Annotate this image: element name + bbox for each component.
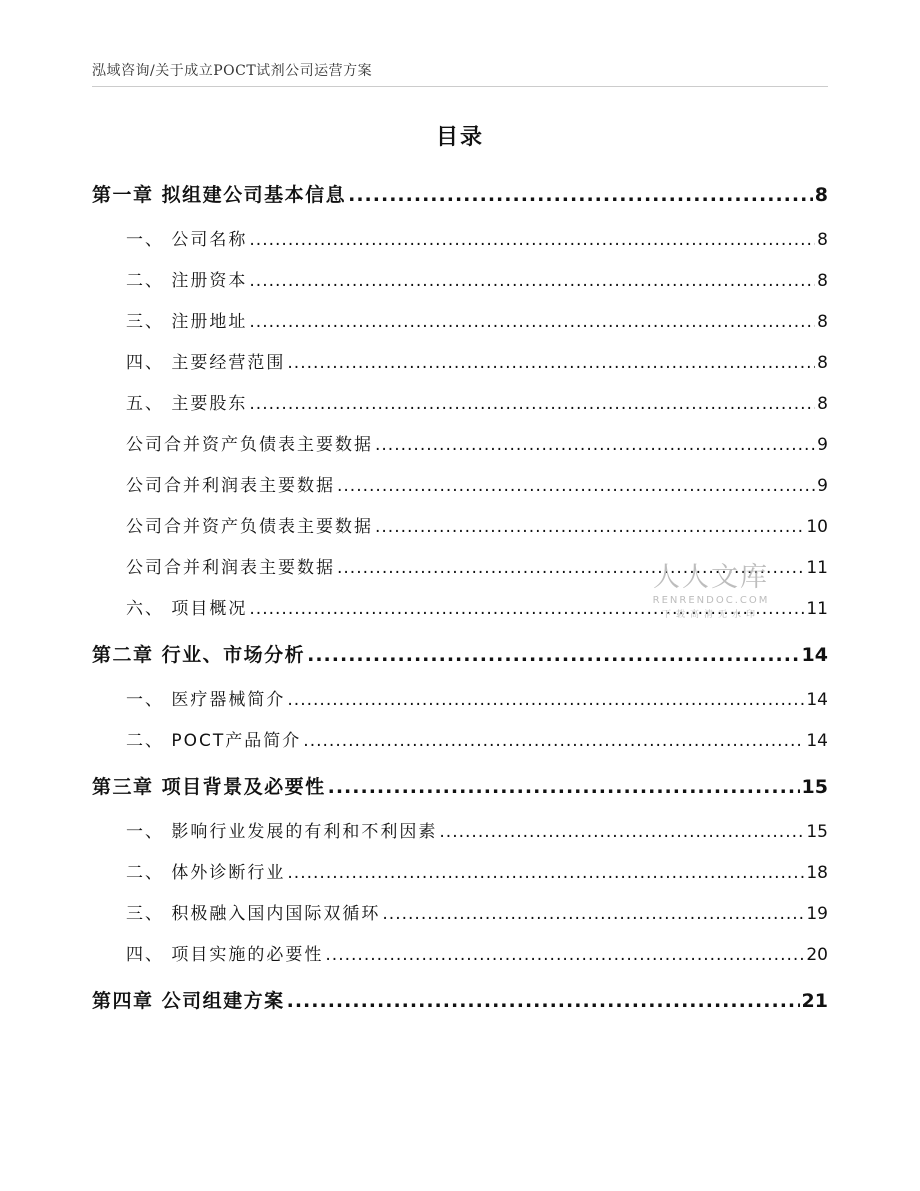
toc-dot-leader (287, 343, 815, 384)
toc-chapter-entry[interactable] (92, 170, 828, 220)
toc-section-entry[interactable] (92, 812, 828, 853)
toc-entry-label: 一、 公司名称 (126, 230, 248, 250)
toc-section-entry[interactable] (92, 302, 828, 343)
toc-entry-label: 二、 体外诊断行业 (126, 863, 286, 883)
toc-section-entry[interactable] (92, 721, 828, 762)
toc-dot-leader (375, 507, 804, 548)
toc-entry-label: 第四章 公司组建方案 (92, 990, 285, 1012)
toc-dot-leader (249, 589, 804, 630)
toc-entry-label: 二、 注册资本 (126, 271, 248, 291)
toc-dot-leader (337, 466, 815, 507)
toc-page-number: 20 (806, 945, 828, 965)
toc-dot-leader (325, 935, 804, 976)
toc-entry-label: 第三章 项目背景及必要性 (92, 776, 326, 798)
toc-page-number: 9 (817, 435, 828, 455)
toc-page-number: 8 (817, 353, 828, 373)
toc-entry-label: 公司合并利润表主要数据 (126, 476, 335, 496)
toc-dot-leader (287, 680, 804, 721)
toc-entry-label: 公司合并利润表主要数据 (126, 558, 335, 578)
toc-section-entry[interactable] (92, 507, 828, 548)
toc-entry-label: 二、 POCT产品简介 (126, 731, 302, 751)
toc-entry-label: 一、 影响行业发展的有利和不利因素 (126, 822, 438, 842)
toc-entry-label: 四、 项目实施的必要性 (126, 945, 324, 965)
toc-dot-leader (287, 853, 804, 894)
toc-chapter-entry[interactable] (92, 976, 828, 1026)
toc-section-entry[interactable] (92, 220, 828, 261)
toc-title: 目录 (435, 125, 484, 150)
toc-page-number: 8 (817, 230, 828, 250)
toc-dot-leader (382, 894, 804, 935)
toc-page-number: 15 (806, 822, 828, 842)
toc-dot-leader (303, 721, 804, 762)
toc-dot-leader (375, 425, 815, 466)
toc-page-number: 8 (817, 271, 828, 291)
toc-dot-leader (287, 976, 800, 1026)
toc-section-entry[interactable] (92, 589, 828, 630)
toc-dot-leader (249, 261, 815, 302)
toc-entry-label: 公司合并资产负债表主要数据 (126, 435, 373, 455)
toc-dot-leader (249, 384, 815, 425)
toc-dot-leader (348, 170, 813, 220)
toc-page-number: 15 (801, 776, 828, 798)
toc-dot-leader (249, 220, 815, 261)
toc-section-entry[interactable] (92, 935, 828, 976)
toc-page-number: 14 (806, 731, 828, 751)
toc-entry-label: 一、 医疗器械简介 (126, 690, 286, 710)
toc-page-number: 14 (801, 644, 828, 666)
watermark-logo-text: 人人文库 (653, 562, 769, 593)
toc-entry-label: 第二章 行业、市场分析 (92, 644, 306, 666)
toc-entry-label: 第一章 拟组建公司基本信息 (92, 184, 347, 206)
toc-section-entry[interactable] (92, 894, 828, 935)
toc-page-number: 14 (806, 690, 828, 710)
toc-page-number: 8 (817, 312, 828, 332)
toc-page-number: 8 (817, 394, 828, 414)
toc-section-entry[interactable] (92, 425, 828, 466)
toc-chapter-entry[interactable] (92, 762, 828, 812)
toc-page-number: 11 (806, 558, 828, 578)
toc-dot-leader (439, 812, 804, 853)
toc-page-number: 10 (806, 517, 828, 537)
watermark-url: RENRENDOC.COM (652, 595, 770, 606)
toc-section-entry[interactable] (92, 548, 828, 589)
header-divider (92, 86, 828, 87)
toc-section-entry[interactable] (92, 680, 828, 721)
toc-entry-label: 三、 积极融入国内国际双循环 (126, 904, 381, 924)
watermark-tagline: 下载高清无水印 (661, 610, 760, 620)
toc-section-entry[interactable] (92, 466, 828, 507)
toc-page-number: 18 (806, 863, 828, 883)
toc-page-number: 19 (806, 904, 828, 924)
toc-page-number: 11 (806, 599, 828, 619)
toc-dot-leader (307, 630, 799, 680)
toc-page-number: 8 (814, 184, 828, 206)
table-of-contents (92, 170, 828, 1026)
toc-entry-label: 五、 主要股东 (126, 394, 248, 414)
toc-dot-leader (337, 548, 804, 589)
toc-section-entry[interactable] (92, 384, 828, 425)
toc-entry-label: 公司合并资产负债表主要数据 (126, 517, 373, 537)
toc-page-number: 21 (801, 990, 828, 1012)
toc-section-entry[interactable] (92, 853, 828, 894)
toc-entry-label: 三、 注册地址 (126, 312, 248, 332)
toc-dot-leader (249, 302, 815, 343)
toc-entry-label: 四、 主要经营范围 (126, 353, 286, 373)
page-header: 泓域咨询/关于成立POCT试剂公司运营方案 (92, 63, 373, 79)
toc-section-entry[interactable] (92, 261, 828, 302)
toc-dot-leader (328, 762, 800, 812)
toc-page-number: 9 (817, 476, 828, 496)
toc-chapter-entry[interactable] (92, 630, 828, 680)
toc-entry-label: 六、 项目概况 (126, 599, 248, 619)
toc-section-entry[interactable] (92, 343, 828, 384)
